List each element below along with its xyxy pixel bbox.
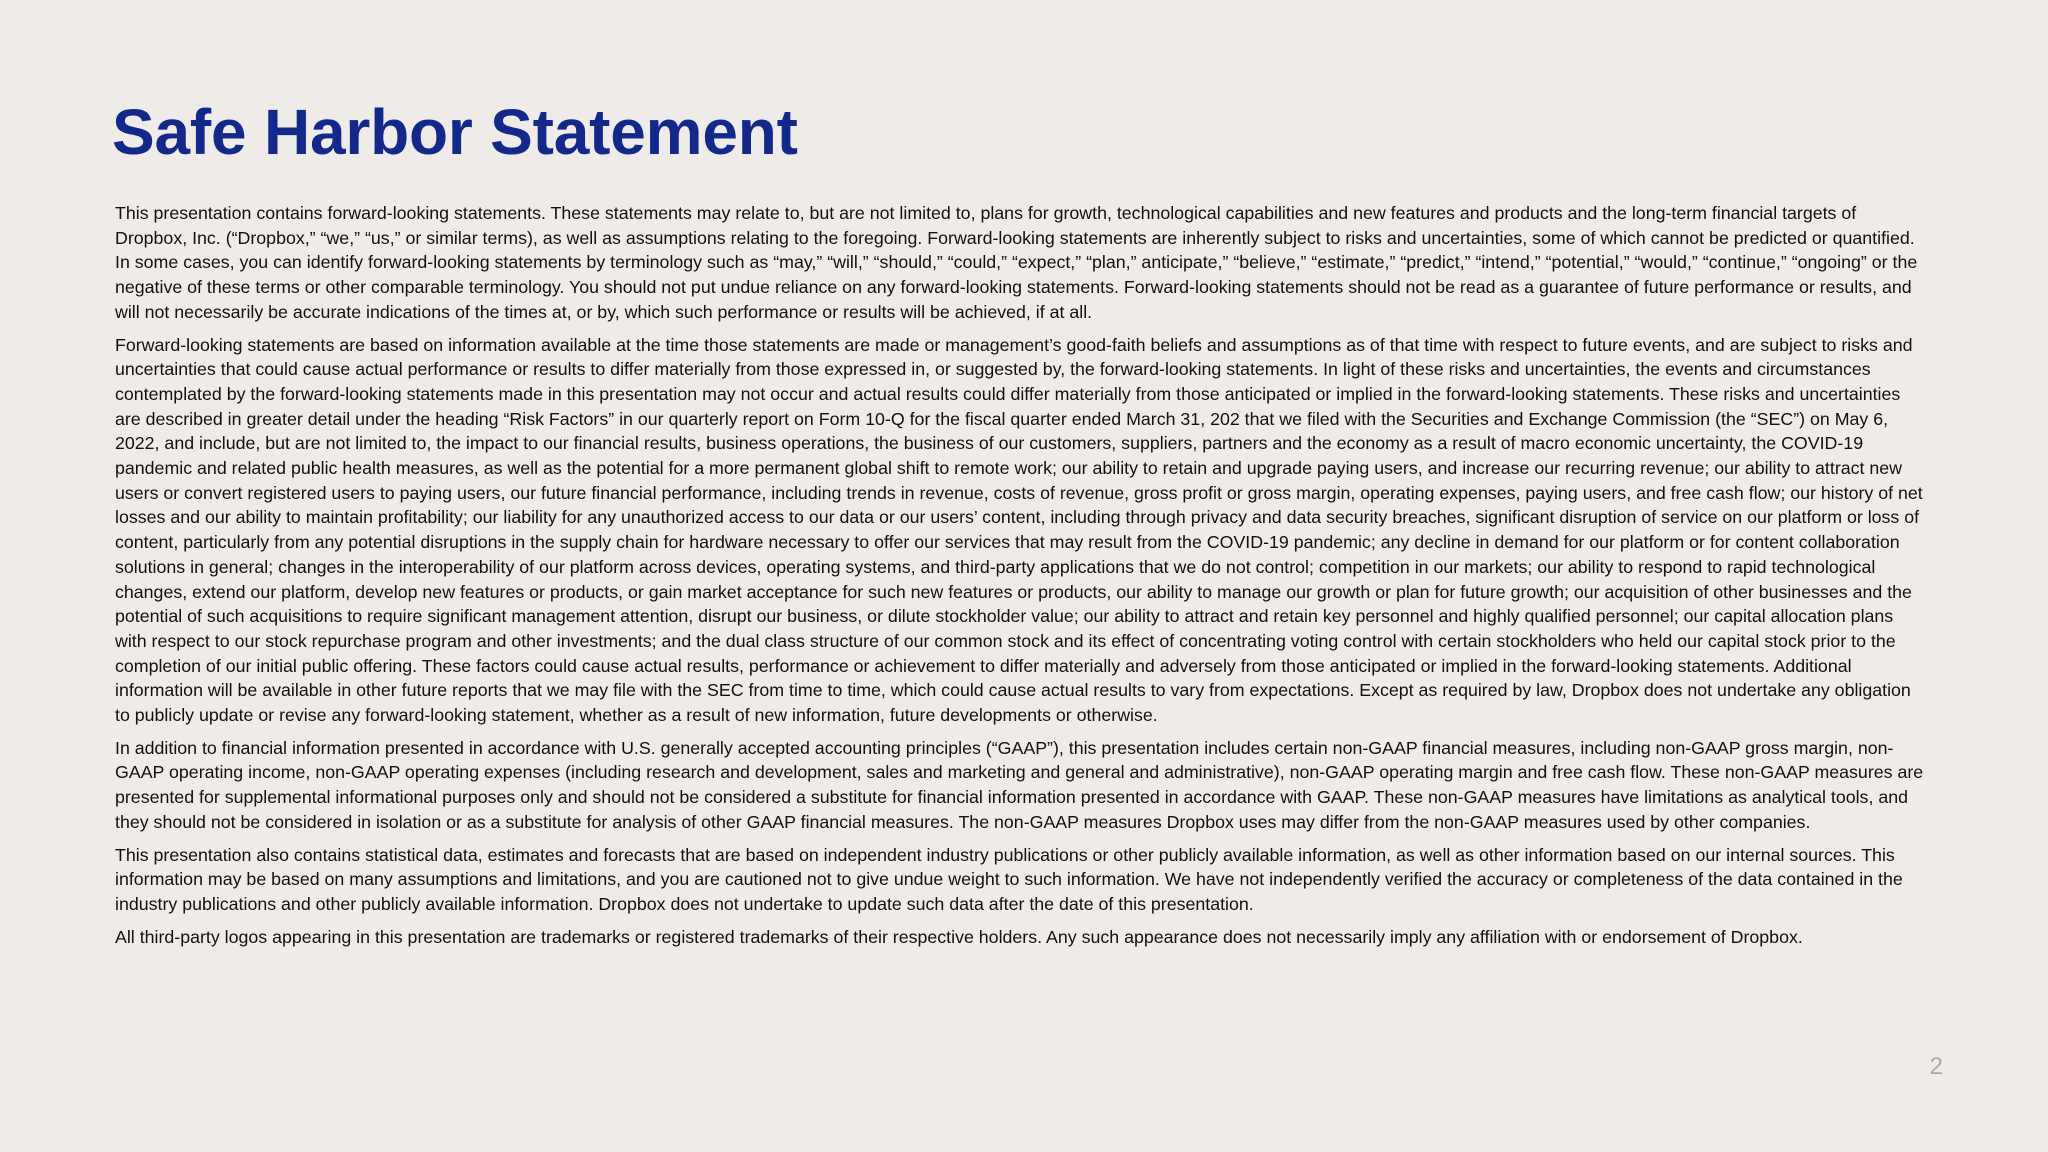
safe-harbor-body (115, 201, 1927, 957)
statistical-data-paragraph: This presentation also contains statistical data, estimates and forecasts that are based on independent industry publications or other publicly available information, as well as other information based on our internal sources. This information may be based on many assumptions and limitations, and you are cautioned not to give undue weight to such information. We have not independently verified the accuracy or completeness of the data contained in the industry publications and other publicly available information. Dropbox does not undertake to update such data after the date of this presentation. (115, 844, 1903, 914)
risk-factors-paragraph: Forward-looking statements are based on information available at the time those statements are made or management’s good-faith beliefs and assumptions as of that time with respect to future events, and are subject to risks and uncertainties that could cause actual performance or results to differ materially from those expressed in, or suggested by, the forward-looking statements. In light of these risks and uncertainties, the events and circumstances contemplated by the forward-looking statements made in this presentation may not occur and actual results could differ materially from those anticipated or implied in the forward-looking statements. These risks and uncertainties are described in greater detail under the heading “Risk Factors” in our quarterly report on Form 10-Q for the fiscal quarter ended March 31, 202 that we filed with the Securities and Exchange Commission (the “SEC”) on May 6, 2022, and include, but are not limited to, the impact to our financial results, business operations, the business of our customers, suppliers, partners and the economy as a result of macro economic uncertainty, the COVID-19 pandemic and related public health measures, as well as the potential for a more permanent global shift to remote work; our ability to retain and upgrade paying users, and increase our recurring revenue; our ability to attract new users or convert registered users to paying users, our future financial performance, including trends in revenue, costs of revenue, gross profit or gross margin, operating expenses, paying users, and free cash flow; our history of net losses and our ability to maintain profitability; our liability for any unauthorized access to our data or our users’ content, including through privacy and data security breaches, significant disruption of service on our platform or loss of content, particularly from any potential disruptions in the supply chain for hardware necessary to offer our services that may result from the COVID-19 pandemic; any decline in demand for our platform or for content collaboration solutions in general; changes in the interoperability of our platform across devices, operating systems, and third-party applications that we do not control; competition in our markets; our ability to respond to rapid technological changes, extend our platform, develop new features or products, or gain market acceptance for such new features or products, our ability to manage our growth or plan for future growth; our acquisition of other businesses and the potential of such acquisitions to require significant management attention, disrupt our business, or dilute stockholder value; our ability to attract and retain key personnel and highly qualified personnel; our capital allocation plans with respect to our stock repurchase program and other investments; and the dual class structure of our common stock and its effect of concentrating voting control with certain stockholders who held our capital stock prior to the completion of our initial public offering. These factors could cause actual results, performance or achievement to differ materially and adversely from those anticipated or implied in the forward-looking statements. Additional information will be available in other future reports that we may file with the SEC from time to time, which could cause actual results to vary from expectations. Except as required by law, Dropbox does not undertake any obligation to publicly update or revise any forward-looking statement, whether as a result of new information, future developments or otherwise. (115, 334, 1923, 726)
forward-looking-paragraph: This presentation contains forward-looking statements. These statements may relate to, but are not limited to, plans for growth, technological capabilities and new features and products and the long-term financial targets of Dropbox, Inc. (“Dropbox,” “we,” “us,” or similar terms), as well as assumptions relating to the foregoing. Forward-looking statements are inherently subject to risks and uncertainties, some of which cannot be predicted or quantified. In some cases, you can identify forward-looking statements by terminology such as “may,” “will,” “should,” “could,” “expect,” “plan,” anticipate,” “believe,” “estimate,” “predict,” “intend,” “potential,” “would,” “continue,” “ongoing” or the negative of these terms or other comparable terminology. You should not put undue reliance on any forward-looking statements. Forward-looking statements should not be read as a guarantee of future performance or results, and will not necessarily be accurate indications of the times at, or by, which such performance or results will be achieved, if at all. (115, 203, 1918, 322)
non-gaap-paragraph: In addition to financial information presented in accordance with U.S. generally accepted accounting principles (“GAAP”), this presentation includes certain non-GAAP financial measures, including non-GAAP gross margin, non-GAAP operating income, non-GAAP operating expenses (including research and development, sales and marketing and general and administrative), non-GAAP operating margin and free cash flow. These non-GAAP measures are presented for supplemental informational purposes only and should not be considered a substitute for financial information presented in accordance with GAAP. These non-GAAP measures have limitations as analytical tools, and they should not be considered in isolation or as a substitute for analysis of other GAAP financial measures. The non-GAAP measures Dropbox uses may differ from the non-GAAP measures used by other companies. (115, 737, 1924, 832)
slide-title: Safe Harbor Statement (112, 96, 798, 168)
page-number: 2 (1929, 1053, 1943, 1080)
trademarks-paragraph: All third-party logos appearing in this presentation are trademarks or registered trademarks of their respective holders. Any such appearance does not necessarily imply any affiliation with or endorsement of Dropbox. (115, 926, 1803, 947)
